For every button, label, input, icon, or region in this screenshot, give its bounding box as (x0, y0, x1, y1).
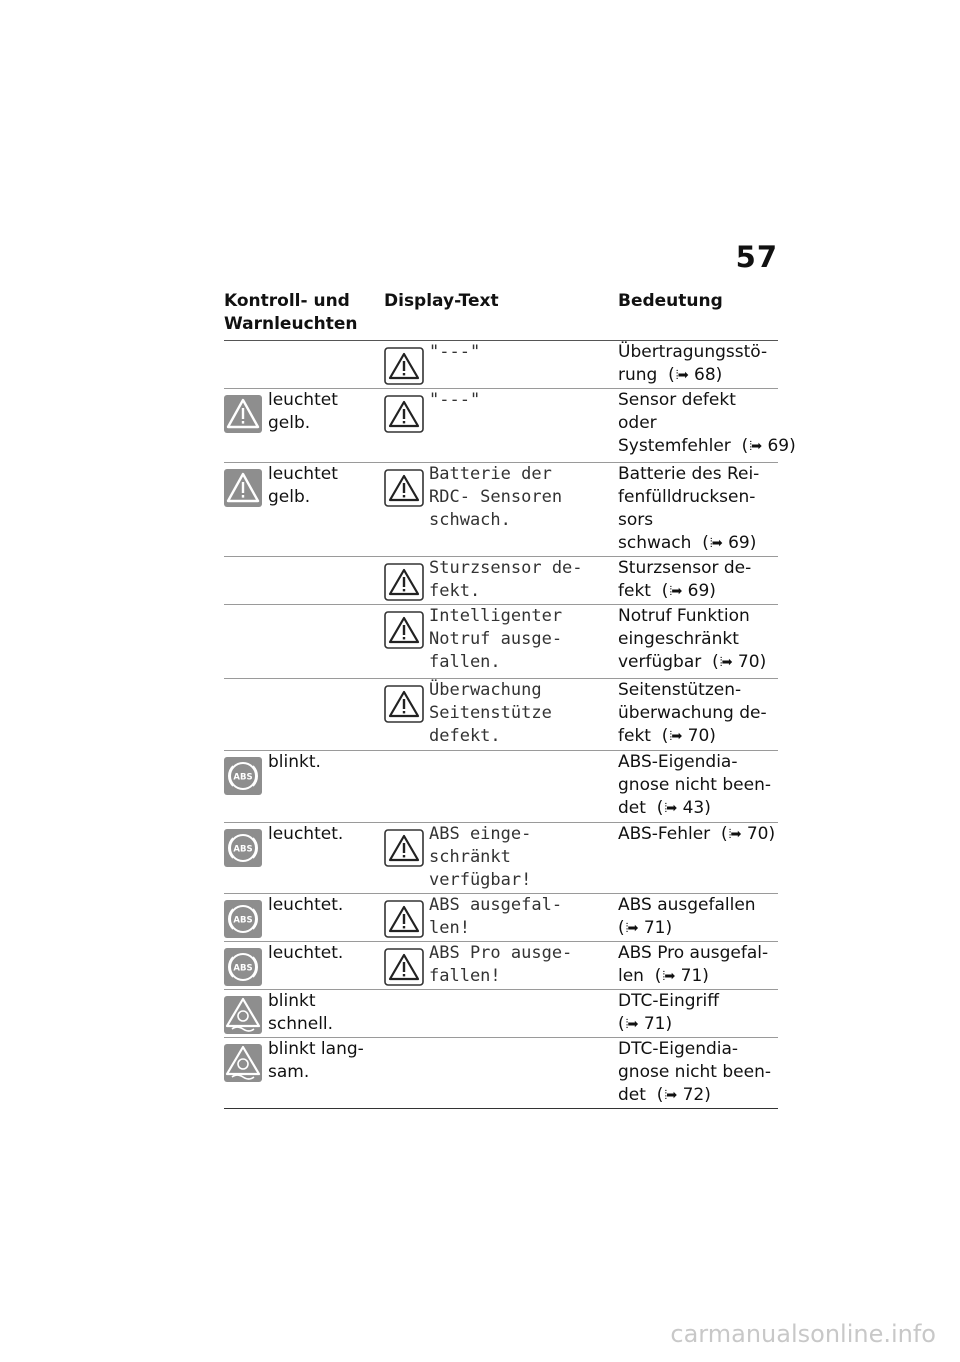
warning-triangle-lamp-icon (224, 395, 262, 433)
meaning-text: Seitenstützen- überwachung de- fekt (⦙➡ 70) (618, 680, 767, 746)
page-reference-arrow-icon: ⦙➡ (625, 1017, 638, 1032)
header-lamps: Kontroll- und Warnleuchten (224, 291, 358, 334)
warning-triangle-icon (384, 563, 424, 601)
lamp-state-text: blinkt lang- sam. (268, 1039, 364, 1082)
page-reference-link[interactable]: (⦙➡ 72) (645, 1085, 711, 1105)
abs-lamp-icon (224, 757, 262, 795)
table-row (224, 463, 778, 557)
meaning-text: DTC-Eigendia- gnose nicht been- det (⦙➡ 72) (618, 1039, 771, 1105)
meaning-text: Batterie des Rei- fenfülldrucksen- sors schwach (⦙➡ 69) (618, 464, 760, 553)
dtc-lamp-icon (224, 996, 262, 1034)
meaning-text: ABS-Fehler (⦙➡ 70) (618, 824, 776, 844)
warning-triangle-icon (384, 900, 424, 938)
abs-lamp-icon (224, 900, 262, 938)
lamp-state-text: leuchtet gelb. (268, 390, 338, 433)
warning-triangle-icon (384, 347, 424, 385)
page-reference-link[interactable]: (⦙➡ 70) (710, 824, 776, 844)
watermark: carmanualsonline.info (670, 1320, 936, 1348)
page-reference-arrow-icon: ⦙➡ (728, 827, 741, 842)
display-text: Batterie der RDC- Sensoren schwach. (429, 464, 563, 530)
warning-triangle-lamp-icon (224, 469, 262, 507)
warning-triangle-icon (384, 395, 424, 433)
page-reference-link[interactable]: (⦙➡ 68) (657, 365, 723, 385)
display-text: ABS ausgefal- len! (429, 895, 563, 938)
page-reference-arrow-icon: ⦙➡ (625, 921, 638, 936)
page-reference-arrow-icon: ⦙➡ (662, 969, 675, 984)
meaning-text: Sturzsensor de- fekt (⦙➡ 69) (618, 558, 752, 601)
page-reference-arrow-icon: ⦙➡ (669, 584, 682, 599)
table-row (224, 1038, 778, 1109)
page-reference-link[interactable]: (⦙➡ 43) (645, 798, 711, 818)
table-row (224, 823, 778, 894)
svg-text:ABS: ABS (233, 915, 253, 926)
meaning-text: Sensor defekt oder Systemfehler (⦙➡ 69) (618, 390, 796, 456)
lamp-state-text: leuchtet gelb. (268, 464, 338, 507)
lamp-state-text: blinkt. (268, 752, 321, 772)
page-reference-arrow-icon: ⦙➡ (664, 1088, 677, 1103)
meaning-text: ABS Pro ausgefal- len (⦙➡ 71) (618, 943, 769, 986)
meaning-text: Übertragungsstö- rung (⦙➡ 68) (618, 342, 768, 385)
page-reference-arrow-icon: ⦙➡ (664, 801, 677, 816)
warning-triangle-icon (384, 611, 424, 649)
lamp-state-text: leuchtet. (268, 895, 344, 915)
warning-triangle-icon (384, 685, 424, 723)
page-reference-arrow-icon: ⦙➡ (719, 655, 732, 670)
header-meaning: Bedeutung (618, 291, 723, 311)
page-reference-link[interactable]: (⦙➡ 70) (701, 652, 767, 672)
table-row (224, 751, 778, 823)
table-row (224, 990, 778, 1038)
table-row (224, 894, 778, 942)
svg-text:ABS: ABS (233, 844, 253, 855)
warning-triangle-icon (384, 829, 424, 867)
table-row (224, 341, 778, 389)
abs-lamp-icon (224, 829, 262, 867)
page-reference-arrow-icon: ⦙➡ (709, 536, 722, 551)
display-text: ABS Pro ausge- fallen! (429, 943, 573, 986)
table-row (224, 679, 778, 751)
header-display-text: Display-Text (384, 291, 499, 311)
page-reference-link[interactable]: (⦙➡ 71) (643, 966, 709, 986)
display-text: Sturzsensor de- fekt. (429, 558, 583, 601)
warning-triangle-icon (384, 469, 424, 507)
lamp-state-text: blinkt schnell. (268, 991, 334, 1034)
indicator-table (224, 340, 796, 1109)
lamp-state-text: leuchtet. (268, 943, 344, 963)
meaning-text: DTC-Eingriff (⦙➡ 71) (618, 991, 719, 1034)
table-row (224, 389, 796, 463)
abs-lamp-icon (224, 948, 262, 986)
page-reference-link[interactable]: (⦙➡ 69) (650, 581, 716, 601)
warning-triangle-icon (384, 948, 424, 986)
svg-text:ABS: ABS (233, 963, 253, 974)
page-reference-link[interactable]: (⦙➡ 71) (618, 918, 673, 938)
page-reference-arrow-icon: ⦙➡ (669, 729, 682, 744)
table-row (224, 557, 778, 605)
display-text: "---" (429, 390, 481, 410)
display-text: Intelligenter Notruf ausge- fallen. (429, 606, 563, 672)
svg-text:ABS: ABS (233, 772, 253, 783)
table-header (224, 290, 778, 340)
page-reference-link[interactable]: (⦙➡ 71) (618, 1014, 673, 1034)
dtc-lamp-icon (224, 1044, 262, 1082)
meaning-text: ABS ausgefallen (⦙➡ 71) (618, 895, 756, 938)
table-row (224, 942, 778, 990)
display-text: "---" (429, 342, 481, 362)
page-reference-link[interactable]: (⦙➡ 70) (650, 726, 716, 746)
page-reference-arrow-icon: ⦙➡ (675, 368, 688, 383)
page-number: 57 (735, 240, 778, 274)
table-row (224, 605, 778, 679)
meaning-text: ABS-Eigendia- gnose nicht been- det (⦙➡ 43) (618, 752, 771, 818)
lamp-state-text: leuchtet. (268, 824, 344, 844)
page-reference-link[interactable]: (⦙➡ 69) (730, 436, 796, 456)
page-reference-link[interactable]: (⦙➡ 69) (691, 533, 757, 553)
display-text: Überwachung Seitenstütze defekt. (429, 680, 552, 746)
page-reference-arrow-icon: ⦙➡ (749, 439, 762, 454)
meaning-text: Notruf Funktion eingeschränkt verfügbar (⦙➡ 70) (618, 606, 767, 672)
display-text: ABS einge- schränkt verfügbar! (429, 824, 532, 890)
